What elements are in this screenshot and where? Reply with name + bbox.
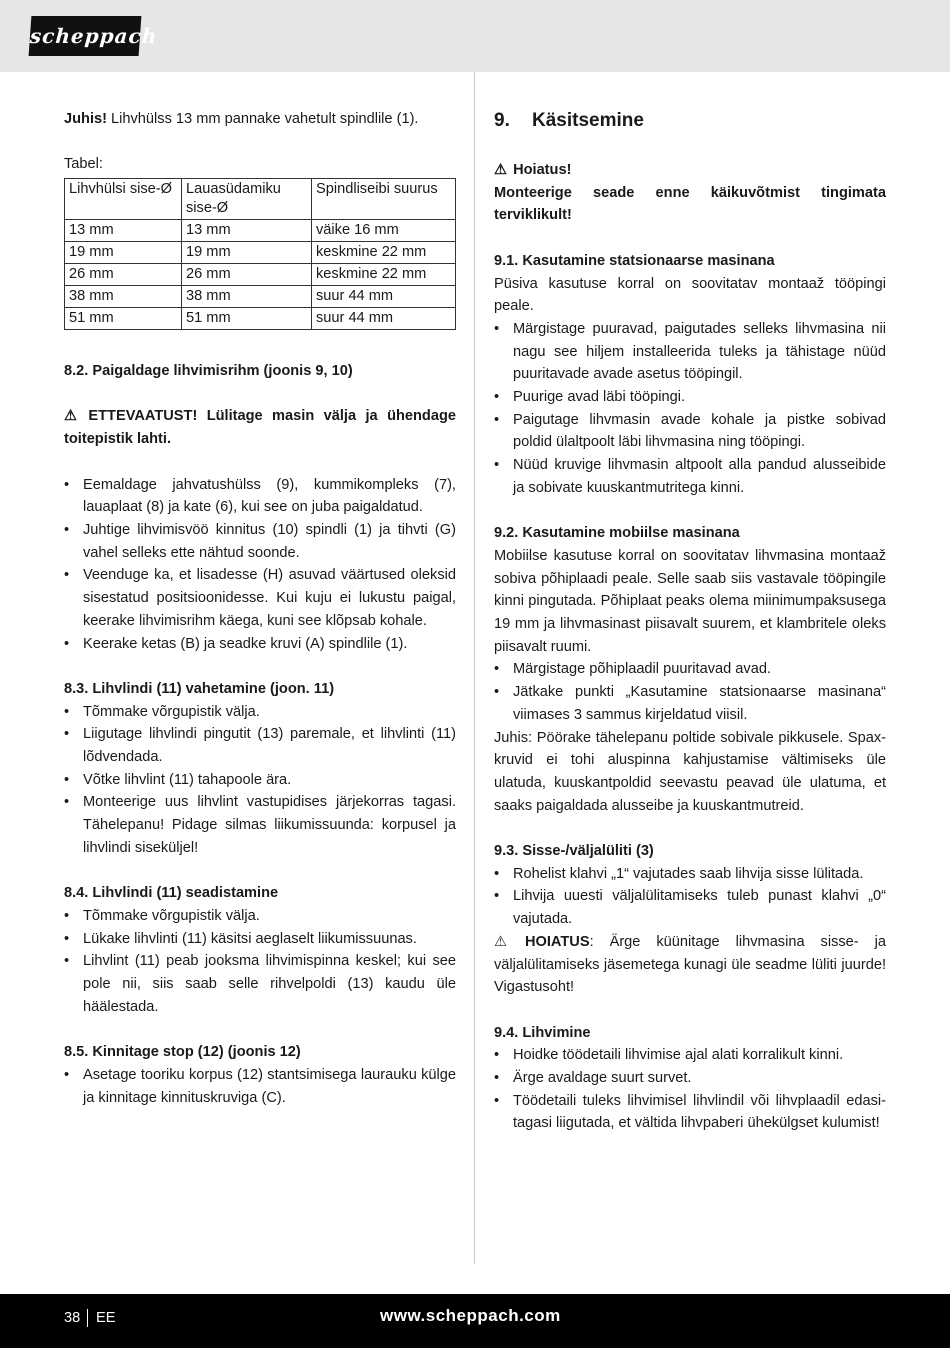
table-cell: 38 mm <box>182 286 312 308</box>
section-number: 9. <box>494 110 510 131</box>
table-cell: keskmine 22 mm <box>312 242 456 264</box>
warning-label: HOIATUS <box>524 933 590 950</box>
hoiatus-label: Hoiatus! <box>513 162 572 178</box>
table-header-cell: Lihvhülsi sise-Ø <box>65 179 182 220</box>
spindle-table <box>64 178 456 330</box>
list-item: • Lihvlint (11) peab jooksma lihvimispinna keskel; kui see pole nii, siis saab selle rihvelpoldi (13) kaudu üle häälestada. <box>64 950 456 1018</box>
table-row <box>65 286 456 308</box>
section-9-1-intro: Püsiva kasutuse korral on soovitatav montaaž tööpingi peale. <box>494 275 886 315</box>
footer-separator <box>87 1309 88 1327</box>
section-9-2-intro: Mobiilse kasutuse korral on soovitatav lihvmasina montaaž sobiva põhiplaadi peale. Selle saab siis vastavale tööpingile kinni pingutada. Põhiplaat peaks olema miinimumpaksusega 19 mm ja lihvmasinast piisavalt suurem, et klambritele oleks piisavalt ruumi. <box>494 547 886 655</box>
warning-text: : Ärge küünitage lihvmasina sisse- ja väljalülitamiseks jäsemetega kunagi üle seadme lüliti juurde! Vigastusoht! <box>494 933 886 996</box>
section-8-4-title: 8.4. Lihvlindi (11) seadistamine <box>64 885 279 902</box>
juhis-note <box>64 108 456 131</box>
table-cell: 19 mm <box>65 242 182 264</box>
section-9-2-note: Juhis: Pöörake tähelepanu poltide sobivale pikkusele. Spax-kruvid ei tohi aluspinna kahjustamise vältimiseks üle ulatuda, kuuskantpoldid seevastu peavad üle ulatuma, et saaks paigaldada alusseibe ja kuuskantmutreid. <box>494 729 886 814</box>
list-item: • Paigutage lihvmasin avade kohale ja pistke sobivad poldid ülaltpoolt läbi lihvmasina ning tööpingi. <box>494 409 886 454</box>
column-divider <box>474 72 475 1264</box>
section-9-3-title: 9.3. Sisse-/väljalüliti (3) <box>494 843 654 860</box>
website-link[interactable]: www.scheppach.com <box>380 1306 561 1325</box>
hoiatus-title <box>494 159 886 182</box>
section-9-1-list <box>494 318 886 500</box>
warning-text: ETTEVAATUST! Lülitage masin välja ja ühendage toitepistik lahti. <box>64 408 456 448</box>
section-8-3-title: 8.3. Lihvlindi (11) vahetamine (joon. 11) <box>64 680 335 697</box>
warning-triangle-icon: ⚠ <box>494 162 508 178</box>
table-label: Tabel: <box>64 156 103 173</box>
warning-triangle-icon: ⚠ <box>494 933 508 950</box>
table-row <box>65 220 456 242</box>
page-header <box>0 0 950 72</box>
table-cell: 19 mm <box>182 242 312 264</box>
list-item: • Märgistage puuravad, paigutades selleks lihvmasina nii nagu see hiljem installeerida tuleks ja tähistage nüüd puuritavade avade asetus tööpingil. <box>494 318 886 386</box>
right-column <box>494 108 886 1135</box>
table-cell: suur 44 mm <box>312 286 456 308</box>
table-cell: 38 mm <box>65 286 182 308</box>
table-header-row <box>65 179 456 220</box>
list-item: • Lihvija uuesti väljalülitamiseks tuleb punast klahvi „0“ vajutada. <box>494 885 886 930</box>
list-item: • Tõmmake võrgupistik välja. <box>64 701 456 724</box>
list-item: • Nüüd kruvige lihvmasin altpoolt alla pandud alusseibide ja sobivate kuuskantmutritega kinni. <box>494 454 886 499</box>
list-item: • Veenduge ka, et lisadesse (H) asuvad väärtused oleksid sisestatud positsioonidesse. Kui kuju ei lukustu paigal, keerake lihvimisrihm käega, kuni see klõpsab kohale. <box>64 564 456 632</box>
section-9-1-title: 9.1. Kasutamine statsionaarse masinana <box>494 252 775 269</box>
list-item: • Rohelist klahvi „1“ vajutades saab lihvija sisse lülitada. <box>494 863 886 886</box>
hoiatus-text: Monteerige seade enne käikuvõtmist tingimata terviklikult! <box>494 184 886 224</box>
section-9-4-title: 9.4. Lihvimine <box>494 1024 591 1041</box>
list-item: • Asetage tooriku korpus (12) stantsimisega laurauku külge ja kinnitage kinnituskruviga (C). <box>64 1064 456 1109</box>
section-9-heading <box>494 108 886 134</box>
scheppach-logo: scheppach <box>29 16 142 56</box>
section-8-4-list <box>64 905 456 1019</box>
list-item: • Töödetaili tuleks lihvimisel lihvlindil või lihvplaadil edasi-tagasi liigutada, et vältida lihvpaberi ühekülgset kulumist! <box>494 1090 886 1135</box>
page-footer <box>0 1294 950 1348</box>
juhis-text: Lihvhülss 13 mm pannake vahetult spindlile (1). <box>106 111 419 127</box>
table-row <box>65 242 456 264</box>
warning-triangle-icon: ⚠ <box>64 408 78 425</box>
list-item: • Lükake lihvlinti (11) käsitsi aeglaselt liikumissuunas. <box>64 928 456 951</box>
language-code: EE <box>96 1310 116 1326</box>
section-8-2-list <box>64 474 456 656</box>
section-title: Käsitsemine <box>532 110 644 131</box>
table-row <box>65 308 456 330</box>
section-9-2-title: 9.2. Kasutamine mobiilse masinana <box>494 525 740 542</box>
list-item: • Ärge avaldage suurt survet. <box>494 1067 886 1090</box>
table-cell: väike 16 mm <box>312 220 456 242</box>
section-8-5-list <box>64 1064 456 1109</box>
list-item: • Eemaldage jahvatushülss (9), kummikompleks (7), lauaplaat (8) ja kate (6), kui see on juba paigaldatud. <box>64 474 456 519</box>
table-cell: keskmine 22 mm <box>312 264 456 286</box>
list-item: • Monteerige uus lihvlint vastupidises järjekorras tagasi. Tähelepanu! Pidage silmas liikumissuunda: korpusel ja lihvlindi siseküljel! <box>64 791 456 859</box>
table-cell: 13 mm <box>182 220 312 242</box>
section-8-3-list <box>64 701 456 860</box>
table-cell: 51 mm <box>182 308 312 330</box>
table-row <box>65 264 456 286</box>
left-column <box>64 108 456 1109</box>
section-8-5-title: 8.5. Kinnitage stop (12) (joonis 12) <box>64 1044 301 1061</box>
juhis-label: Juhis! <box>64 111 107 127</box>
list-item: • Juhtige lihvimisvöö kinnitus (10) spindli (1) ja tihvti (G) vahel selleks ette nähtud soonde. <box>64 519 456 564</box>
section-9-3-list <box>494 863 886 931</box>
table-cell: 13 mm <box>65 220 182 242</box>
list-item: • Keerake ketas (B) ja seadke kruvi (A) spindlile (1). <box>64 633 456 656</box>
table-cell: 26 mm <box>182 264 312 286</box>
section-8-2-warning <box>64 405 456 450</box>
section-9-4-list <box>494 1044 886 1135</box>
section-9-3-warning <box>494 931 886 999</box>
table-header-cell: Spindliseibi suurus <box>312 179 456 220</box>
page-number: 38 <box>64 1310 81 1326</box>
table-cell: suur 44 mm <box>312 308 456 330</box>
table-cell: 26 mm <box>65 264 182 286</box>
list-item: • Liigutage lihvlindi pingutit (13) paremale, et lihvlinti (11) lõdvendada. <box>64 723 456 768</box>
list-item: • Hoidke töödetaili lihvimise ajal alati korralikult kinni. <box>494 1044 886 1067</box>
table-header-cell: Lauasüdamiku sise-Ø <box>182 179 312 220</box>
list-item: • Märgistage põhiplaadil puuritavad avad. <box>494 658 886 681</box>
list-item: • Võtke lihvlint (11) tahapoole ära. <box>64 769 456 792</box>
table-cell: 51 mm <box>65 308 182 330</box>
list-item: • Tõmmake võrgupistik välja. <box>64 905 456 928</box>
list-item: • Puurige avad läbi tööpingi. <box>494 386 886 409</box>
section-9-2-list <box>494 658 886 726</box>
list-item: • Jätkake punkti „Kasutamine statsionaarse masinana“ viimases 3 sammus kirjeldatud viisil. <box>494 681 886 726</box>
section-8-2-title: 8.2. Paigaldage lihvimisrihm (joonis 9, 10) <box>64 363 353 380</box>
